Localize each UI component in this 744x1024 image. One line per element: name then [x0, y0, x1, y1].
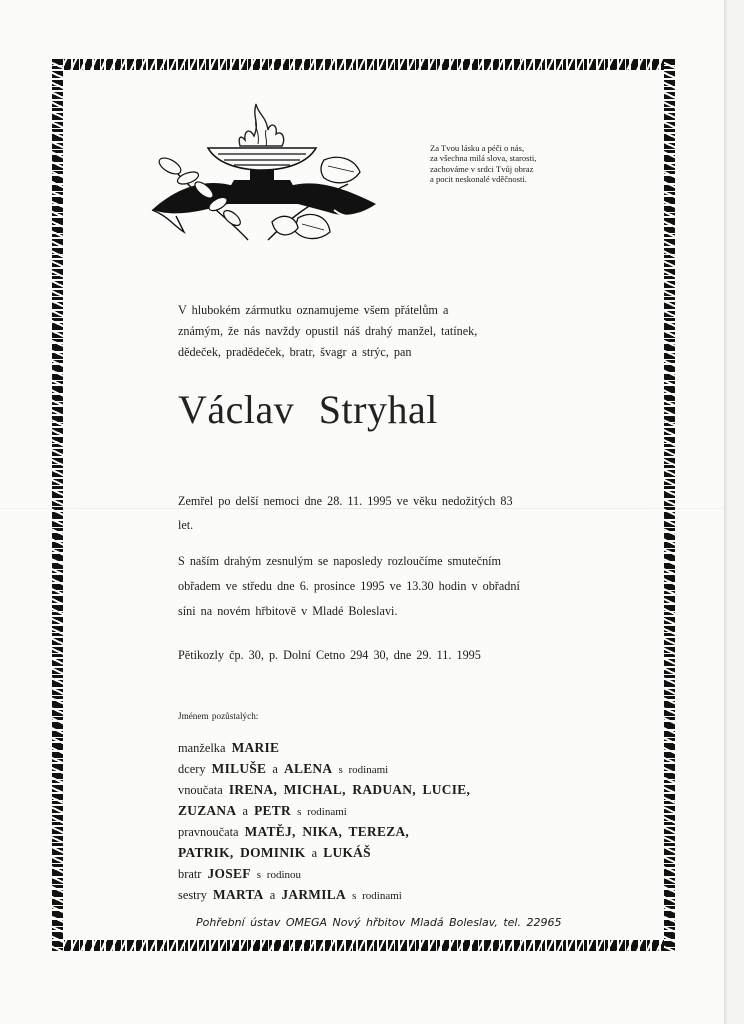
death-line: let.: [178, 518, 194, 532]
survivor-line: [178, 738, 470, 759]
survivor-line: [178, 843, 470, 864]
survivor-relation: dcery: [178, 761, 206, 776]
announcement-intro: [178, 300, 477, 363]
funeral-urn-with-flame-and-laurel-icon: [148, 100, 380, 246]
survivor-line: [178, 864, 470, 886]
border-right: [664, 59, 675, 951]
funeral-home-footer: Pohřební ústav OMEGA Nový hřbitov Mladá Boleslav, tel. 22965: [196, 916, 562, 929]
survivor-name: LUKÁŠ: [323, 844, 371, 860]
funeral-details: [178, 549, 520, 624]
survivor-relation: a: [311, 845, 318, 860]
survivor-relation: bratr: [178, 866, 202, 881]
intro-line: známým, že nás navždy opustil náš drahý manžel, tatínek,: [178, 324, 478, 338]
border-bottom: [52, 940, 675, 951]
survivor-line: [178, 759, 470, 781]
survivor-relation: s rodinami: [352, 890, 402, 903]
survivor-name: PATRIK, DOMINIK: [178, 844, 306, 860]
survivors-list: [178, 738, 470, 907]
survivor-relation: pravnoučata: [178, 825, 239, 840]
motto-line: za všechna milá slova, starosti,: [430, 153, 537, 164]
survivor-name: ZUZANA: [178, 802, 237, 818]
funeral-line: S naším drahým zesnulým se naposledy rozloučíme smutečním: [178, 554, 502, 568]
survivor-relation: s rodinami: [338, 763, 389, 776]
intro-line: V hlubokém zármutku oznamujeme všem přátelům a: [178, 303, 449, 317]
survivor-line: [178, 885, 470, 907]
survivor-relation: vnoučata: [178, 783, 223, 798]
place-and-date: Pětikozly čp. 30, p. Dolní Cetno 294 30, dne 29. 11. 1995: [178, 648, 481, 662]
survivor-relation: a: [272, 761, 278, 776]
survivor-relation: s rodinou: [256, 868, 302, 881]
survivor-relation: a: [242, 803, 248, 818]
survivor-relation: sestry: [178, 888, 207, 903]
funeral-line: síni na novém hřbitově v Mladé Boleslavi.: [178, 604, 398, 618]
funeral-line: obřadem ve středu dne 6. prosince 1995 ve 13.30 hodin v obřadní: [178, 579, 520, 593]
survivor-line: [178, 822, 470, 843]
survivor-name: JARMILA: [281, 887, 346, 903]
motto-line: Za Tvou lásku a péči o nás,: [430, 143, 525, 153]
survivor-name: MARIE: [231, 740, 280, 755]
survivor-relation: s rodinami: [297, 805, 347, 818]
border-top: [52, 59, 675, 70]
border-left: [52, 59, 63, 951]
motto-line: a pocit neskonalé vděčnosti.: [430, 174, 527, 185]
survivor-line: [178, 801, 470, 823]
intro-line: dědeček, pradědeček, bratr, švagr a strýc, pan: [178, 345, 412, 359]
motto-line: zachováme v srdci Tvůj obraz: [430, 163, 534, 174]
survivor-name: MARTA: [213, 887, 264, 903]
survivor-name: PETR: [254, 802, 291, 818]
deceased-name: Václav Stryhal: [178, 387, 438, 432]
survivor-relation: a: [269, 888, 276, 903]
motto-quote: [430, 143, 592, 185]
survivor-line: [178, 780, 470, 801]
survivor-name: ALENA: [284, 760, 333, 776]
survivor-name: MILUŠE: [211, 760, 267, 776]
survivor-relation: manželka: [178, 741, 226, 755]
survivor-name: IRENA, MICHAL, RADUAN, LUCIE,: [228, 782, 471, 798]
death-notice: [178, 489, 513, 537]
survivor-name: JOSEF: [207, 865, 251, 881]
death-line: Zemřel po delší nemoci dne 28. 11. 1995 ve věku nedožitých 83: [178, 494, 513, 508]
survivor-name: MATĚJ, NIKA, TEREZA,: [244, 824, 410, 840]
survivors-heading: Jménem pozůstalých:: [178, 711, 259, 721]
